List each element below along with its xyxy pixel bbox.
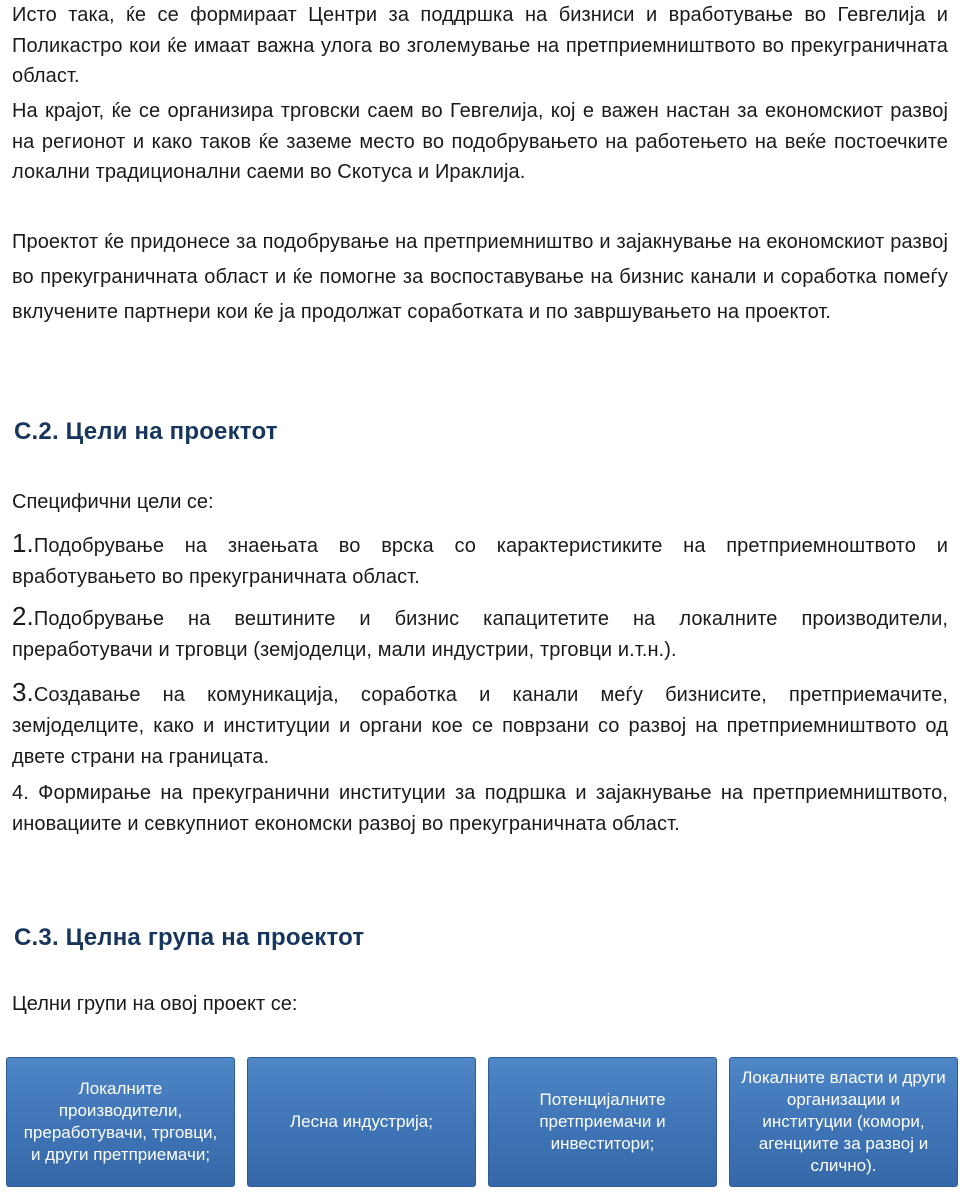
paragraph-support-centers: Исто така, ќе се формираат Центри за поддршка на бизниси и вработување во Гевгелија и Поликастро кои ќе имаат важна улога во зголемување на претприемништвото во прекуграничната област. [12,4,948,87]
paragraph-trade-fair: На крајот, ќе се организира трговски саем во Гевгелија, кој е важен настан за економскиот развој на регионот и како таков ќе заземе место во подобрувањето на работењето на веќе постоечките локални традиционални саеми во Скотуса и Ираклија. [12,100,948,183]
target-group-box [247,1057,476,1187]
goal-item [12,677,948,773]
goal-item [12,778,948,840]
target-group-label: Локалните производители, преработувачи, трговци, и други претприемачи; [23,1079,218,1164]
section-heading-c3: C.3. Целна група на проектот [14,924,365,951]
target-group-label: Лесна индустрија; [290,1112,433,1131]
target-group-box [729,1057,958,1187]
target-groups-diagram [6,1057,950,1187]
goal-text: Подобрување на знаењата во врска со карактеристиките на претприемноштвото и вработувањето во прекуграничната област. [12,535,948,588]
target-group-label: Потенцијалните претприемачи и инвеститори; [539,1090,666,1153]
target-group-label: Локалните власти и други организации и институции (комори, агенциите за развој и слично). [741,1068,946,1175]
target-groups-intro: Целни групи на овој проект се: [12,993,298,1015]
goal-number: 3. [12,677,34,707]
target-group-box [488,1057,717,1187]
goal-text: Формирање на прекугранични институции за подршка и зајакнување на претприемништвото, иновациите и севкупниот економски развој во прекуграничната област. [12,782,948,835]
paragraph-project-contribution: Проектот ќе придонесе за подобрување на претприемништво и зајакнување на економскиот развој во прекуграничната област и ќе помогне за воспоставување на бизнис канали и соработка помеѓу вклучените партнери кои ќе ја продолжат соработката и по завршувањето на проектот. [12,231,948,323]
section-heading-c2: C.2. Цели на проектот [14,418,278,445]
goal-text: Подобрување на вештините и бизнис капацитетите на локалните производители, преработувачи и трговци (земјоделци, мали индустрии, трговци и.т.н.). [12,608,948,661]
goal-text: Создавање на комуникација, соработка и канали меѓу бизнисите, претприемачите, земјоделците, како и институции и органи кое се поврзани со развој на претприемништвото од двете страни на границата. [12,684,948,768]
goal-item [12,528,948,593]
goal-number: 4. [12,782,29,804]
target-group-box [6,1057,235,1187]
goal-number: 1. [12,528,34,558]
goal-item [12,601,948,666]
goal-number: 2. [12,601,34,631]
goals-intro: Специфични цели се: [12,491,214,513]
